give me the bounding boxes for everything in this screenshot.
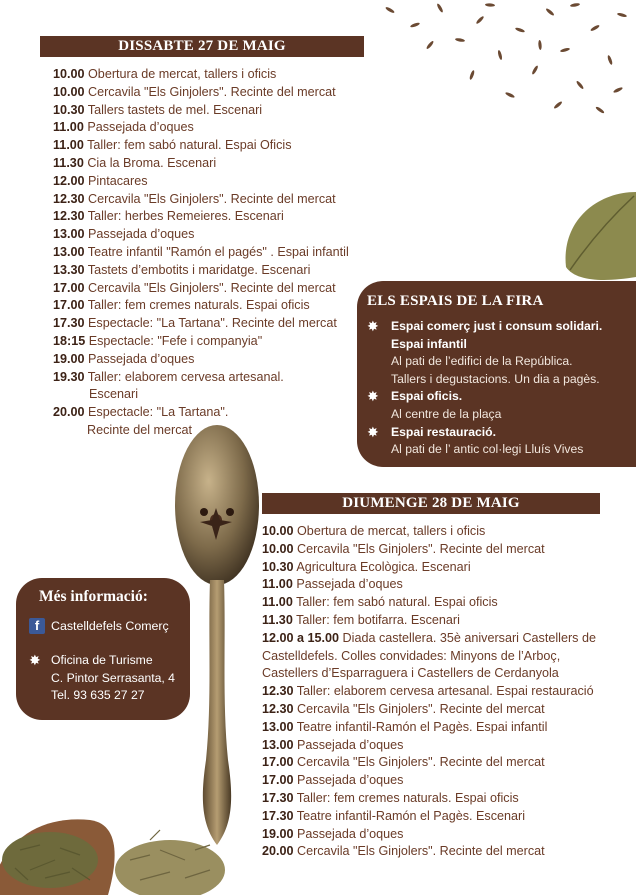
event-description: Agricultura Ecològica. Escenari <box>296 559 471 574</box>
event-description: Cercavila "Els Ginjolers". Recinte del mercat <box>88 191 336 206</box>
event-description: Pintacares <box>88 173 148 188</box>
event-description: Taller: fem botifarra. Escenari <box>296 612 460 627</box>
event-time: 17.00 <box>53 280 85 295</box>
event-time: 17.30 <box>262 790 294 805</box>
event-time: 10.30 <box>53 102 85 117</box>
event-time: 11.00 <box>262 577 293 592</box>
event-row <box>262 737 596 755</box>
event-description: Taller: herbes Remeieres. Escenari <box>87 209 284 224</box>
tourism-office: ✸ Oficina de Turisme C. Pintor Serrasanta, 4 Tel. 93 635 27 27 <box>29 652 175 703</box>
more-info-box <box>16 578 190 720</box>
event-row <box>262 630 596 648</box>
event-time: 12.30 <box>53 209 85 224</box>
event-description: Passejada d’oques <box>297 773 404 788</box>
event-row <box>53 173 349 191</box>
event-row <box>53 351 349 369</box>
event-description: Taller: elaborem cervesa artesanal. <box>87 369 284 384</box>
event-time: 17.30 <box>262 808 294 823</box>
event-description: Cercavila "Els Ginjolers". Recinte del mercat <box>297 755 545 770</box>
event-row <box>262 559 596 577</box>
event-row <box>53 369 349 387</box>
fair-spaces-title: ELS ESPAIS DE LA FIRA <box>367 293 544 309</box>
event-description: Cercavila "Els Ginjolers". Recinte del mercat <box>297 701 545 716</box>
event-time: 13.30 <box>53 262 85 277</box>
event-time: 10.00 <box>262 541 294 556</box>
event-time: 17.00 <box>262 755 294 770</box>
event-continuation: Recinte del mercat <box>87 422 192 437</box>
event-description: Espectacle: "La Tartana". <box>88 405 229 420</box>
event-description: Cercavila "Els Ginjolers". Recinte del mercat <box>88 280 336 295</box>
sun-star-icon: ✸ <box>29 652 41 668</box>
fair-spaces-box <box>357 281 636 467</box>
event-description: Teatre infantil "Ramón el pagés" . Espai infantil <box>87 244 349 259</box>
event-row <box>53 244 349 262</box>
event-time: 13.00 <box>262 737 294 752</box>
seeds-decoration <box>360 0 636 130</box>
event-description: Cercavila "Els Ginjolers". Recinte del mercat <box>297 541 545 556</box>
event-description: Teatre infantil-Ramón el Pagès. Escenari <box>296 808 525 823</box>
event-time: 19.00 <box>262 826 294 841</box>
space-item-commerce: ✸ Espai comerç just i consum solidari. Espai infantil Al pati de l’edifici de la República. Tallers i degustacions. Un dia a pagès. <box>367 318 603 386</box>
event-row <box>262 772 596 790</box>
event-row <box>262 612 596 630</box>
event-row <box>262 719 596 737</box>
event-time: 20.00 <box>53 405 85 420</box>
event-continuation: Castelldefels. Colles convidades: Minyons de l’Arboç, <box>262 648 561 663</box>
event-time: 17.00 <box>53 298 85 313</box>
event-description: Diada castellera. 35è aniversari Castellers de <box>342 630 596 645</box>
sunday-schedule <box>262 523 596 861</box>
event-time: 12.30 <box>262 701 294 716</box>
event-description: Taller: fem sabó natural. Espai oficis <box>296 595 498 610</box>
herbs-decoration <box>0 720 230 895</box>
event-row <box>262 541 596 559</box>
event-time: 18:15 <box>53 333 86 348</box>
sun-star-icon: ✸ <box>367 388 379 405</box>
event-time: 20.00 <box>262 844 294 859</box>
event-time: 17.00 <box>262 773 294 788</box>
event-row <box>262 683 596 701</box>
event-row <box>53 208 349 226</box>
event-continuation: Escenari <box>89 387 138 402</box>
event-description: Cercavila "Els Ginjolers". Recinte del mercat <box>297 844 545 859</box>
event-description: Tastets d’embotits i maridatge. Escenari <box>87 262 311 277</box>
event-time: 13.00 <box>262 719 294 734</box>
event-description: Passejada d’oques <box>88 351 195 366</box>
event-time: 12.30 <box>53 191 85 206</box>
event-row <box>53 191 349 209</box>
event-time: 10.00 <box>262 524 294 538</box>
event-time: 10.00 <box>53 67 85 81</box>
event-description: Taller: fem cremes naturals. Espai oficis <box>87 298 310 313</box>
sun-star-icon: ✸ <box>367 318 379 334</box>
event-row <box>262 808 596 826</box>
event-description: Obertura de mercat, tallers i oficis <box>88 67 277 81</box>
event-row <box>53 297 349 315</box>
event-row <box>53 137 349 155</box>
event-time: 10.30 <box>262 559 294 574</box>
event-description: Teatre infantil-Ramón el Pagès. Espai infantil <box>296 719 548 734</box>
event-row <box>262 576 596 594</box>
event-time: 11.00 <box>53 138 84 153</box>
event-time: 11.30 <box>53 155 84 170</box>
event-time: 12.30 <box>262 684 294 699</box>
facebook-label: Castelldefels Comerç <box>51 619 169 633</box>
event-row <box>262 843 596 861</box>
event-time: 13.00 <box>53 227 85 242</box>
event-row <box>262 754 596 772</box>
space-item-restaurant: ✸ Espai restauració. Al pati de l’ antic col·legi Lluís Vives <box>367 423 584 457</box>
event-time: 12.00 <box>53 173 85 188</box>
event-row <box>262 594 596 612</box>
event-time: 12.00 a 15.00 <box>262 630 340 645</box>
event-row <box>53 315 349 333</box>
event-time: 13.00 <box>53 244 85 259</box>
event-time: 19.30 <box>53 369 85 384</box>
event-description: Taller: fem sabó natural. Espai Oficis <box>87 138 292 153</box>
event-row <box>53 280 349 298</box>
event-time: 19.00 <box>53 351 85 366</box>
event-row <box>262 790 596 808</box>
bay-leaf-decoration <box>556 182 636 292</box>
event-continuation: Castellers d’Esparraguera i Castellers de Cerdanyola <box>262 666 559 681</box>
space-item-crafts: ✸ Espai oficis. Al centre de la plaça <box>367 388 502 421</box>
event-row <box>53 102 349 120</box>
event-description: Cia la Broma. Escenari <box>87 155 217 170</box>
event-description: Obertura de mercat, tallers i oficis <box>297 524 486 538</box>
sunday-header: DIUMENGE 28 DE MAIG <box>262 493 600 514</box>
event-row <box>53 262 349 280</box>
event-description: Passejada d’oques <box>88 227 195 242</box>
event-description: Passejada d’oques <box>87 120 194 135</box>
sun-star-icon: ✸ <box>367 423 379 440</box>
event-description: Passejada d’oques <box>297 826 404 841</box>
event-row <box>53 333 349 351</box>
event-time: 10.00 <box>53 84 85 99</box>
facebook-icon: f <box>29 618 45 634</box>
event-row <box>262 826 596 844</box>
event-description: Tallers tastets de mel. Escenari <box>87 102 263 117</box>
event-row <box>53 84 349 102</box>
event-description: Taller: fem cremes naturals. Espai oficis <box>296 790 519 805</box>
event-description: Cercavila "Els Ginjolers". Recinte del mercat <box>88 84 336 99</box>
event-time: 17.30 <box>53 316 85 331</box>
event-row <box>53 226 349 244</box>
event-row <box>53 119 349 137</box>
event-description: Espectacle: "Fefe i companyia" <box>88 333 263 348</box>
more-info-title: Més informació: <box>39 588 148 605</box>
event-row <box>262 701 596 719</box>
event-time: 11.30 <box>262 612 293 627</box>
event-description: Taller: elaborem cervesa artesanal. Espai restauració <box>296 684 594 699</box>
event-row <box>53 155 349 173</box>
event-time: 11.00 <box>262 595 293 610</box>
saturday-header: DISSABTE 27 DE MAIG <box>40 36 364 57</box>
event-description: Passejada d’oques <box>297 737 404 752</box>
saturday-schedule <box>53 66 349 440</box>
facebook-link[interactable] <box>29 618 190 634</box>
event-row <box>262 523 596 541</box>
event-description: Passejada d’oques <box>296 577 403 592</box>
event-time: 11.00 <box>53 120 84 135</box>
event-row <box>53 66 349 84</box>
event-description: Espectacle: "La Tartana". Recinte del mercat <box>88 316 337 331</box>
